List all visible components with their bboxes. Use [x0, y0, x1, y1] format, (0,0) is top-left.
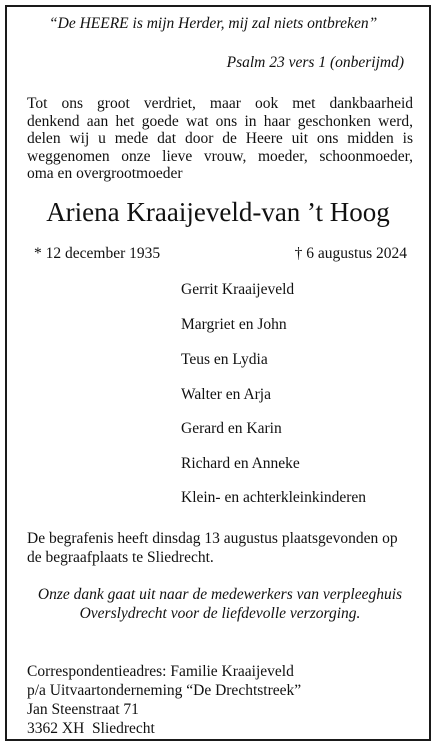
family-member: Gerard en Karin: [181, 420, 282, 437]
bible-quote: “De HEERE is mijn Herder, mij zal niets ontbreken”: [49, 15, 378, 32]
death-date: † 6 augustus 2024: [294, 245, 407, 262]
family-member: Teus en Lydia: [181, 351, 268, 368]
deceased-name: Ariena Kraaijeveld-van ’t Hoog: [46, 197, 390, 227]
intro-line: Tot ons groot verdriet, maar ook met dankbaarheid: [27, 95, 413, 112]
correspondence-address: [27, 662, 301, 738]
family-member: Walter en Arja: [181, 386, 271, 403]
family-member: Margriet en John: [181, 316, 287, 333]
intro-paragraph: [27, 95, 413, 183]
birth-date: * 12 december 1935: [34, 245, 161, 262]
family-member: Klein- en achterkleinkinderen: [181, 489, 367, 506]
family-member: Richard en Anneke: [181, 455, 300, 472]
funeral-notice: De begrafenis heeft dinsdag 13 augustus plaatsgevonden op de begraafplaats te Sliedrecht.: [27, 530, 398, 566]
address-line: p/a Uitvaartonderneming “De Drechtstreek”: [27, 682, 302, 699]
address-line: 3362 XH Sliedrecht: [27, 720, 155, 737]
intro-line: weggenomen onze lieve vrouw, moeder, schoonmoeder,: [27, 147, 413, 165]
psalm-reference: Psalm 23 vers 1 (onberijmd): [226, 54, 404, 71]
family-member: Gerrit Kraaijeveld: [181, 281, 295, 298]
thanks-note: Onze dank gaat uit naar de medewerkers van verpleeghuis Overslydrecht voor de liefdevolle verzorging.: [37, 586, 403, 622]
address-line: Jan Steenstraat 71: [27, 701, 139, 718]
intro-line: delen wij u mede dat door de Heere uit ons midden is: [27, 130, 413, 147]
obituary-card: [5, 5, 431, 741]
intro-line: denkend aan het goede wat ons in haar geschonken werd,: [27, 112, 413, 130]
intro-line: oma en overgrootmoeder: [27, 165, 183, 182]
address-line: Correspondentieadres: Familie Kraaijeveld: [27, 663, 294, 680]
